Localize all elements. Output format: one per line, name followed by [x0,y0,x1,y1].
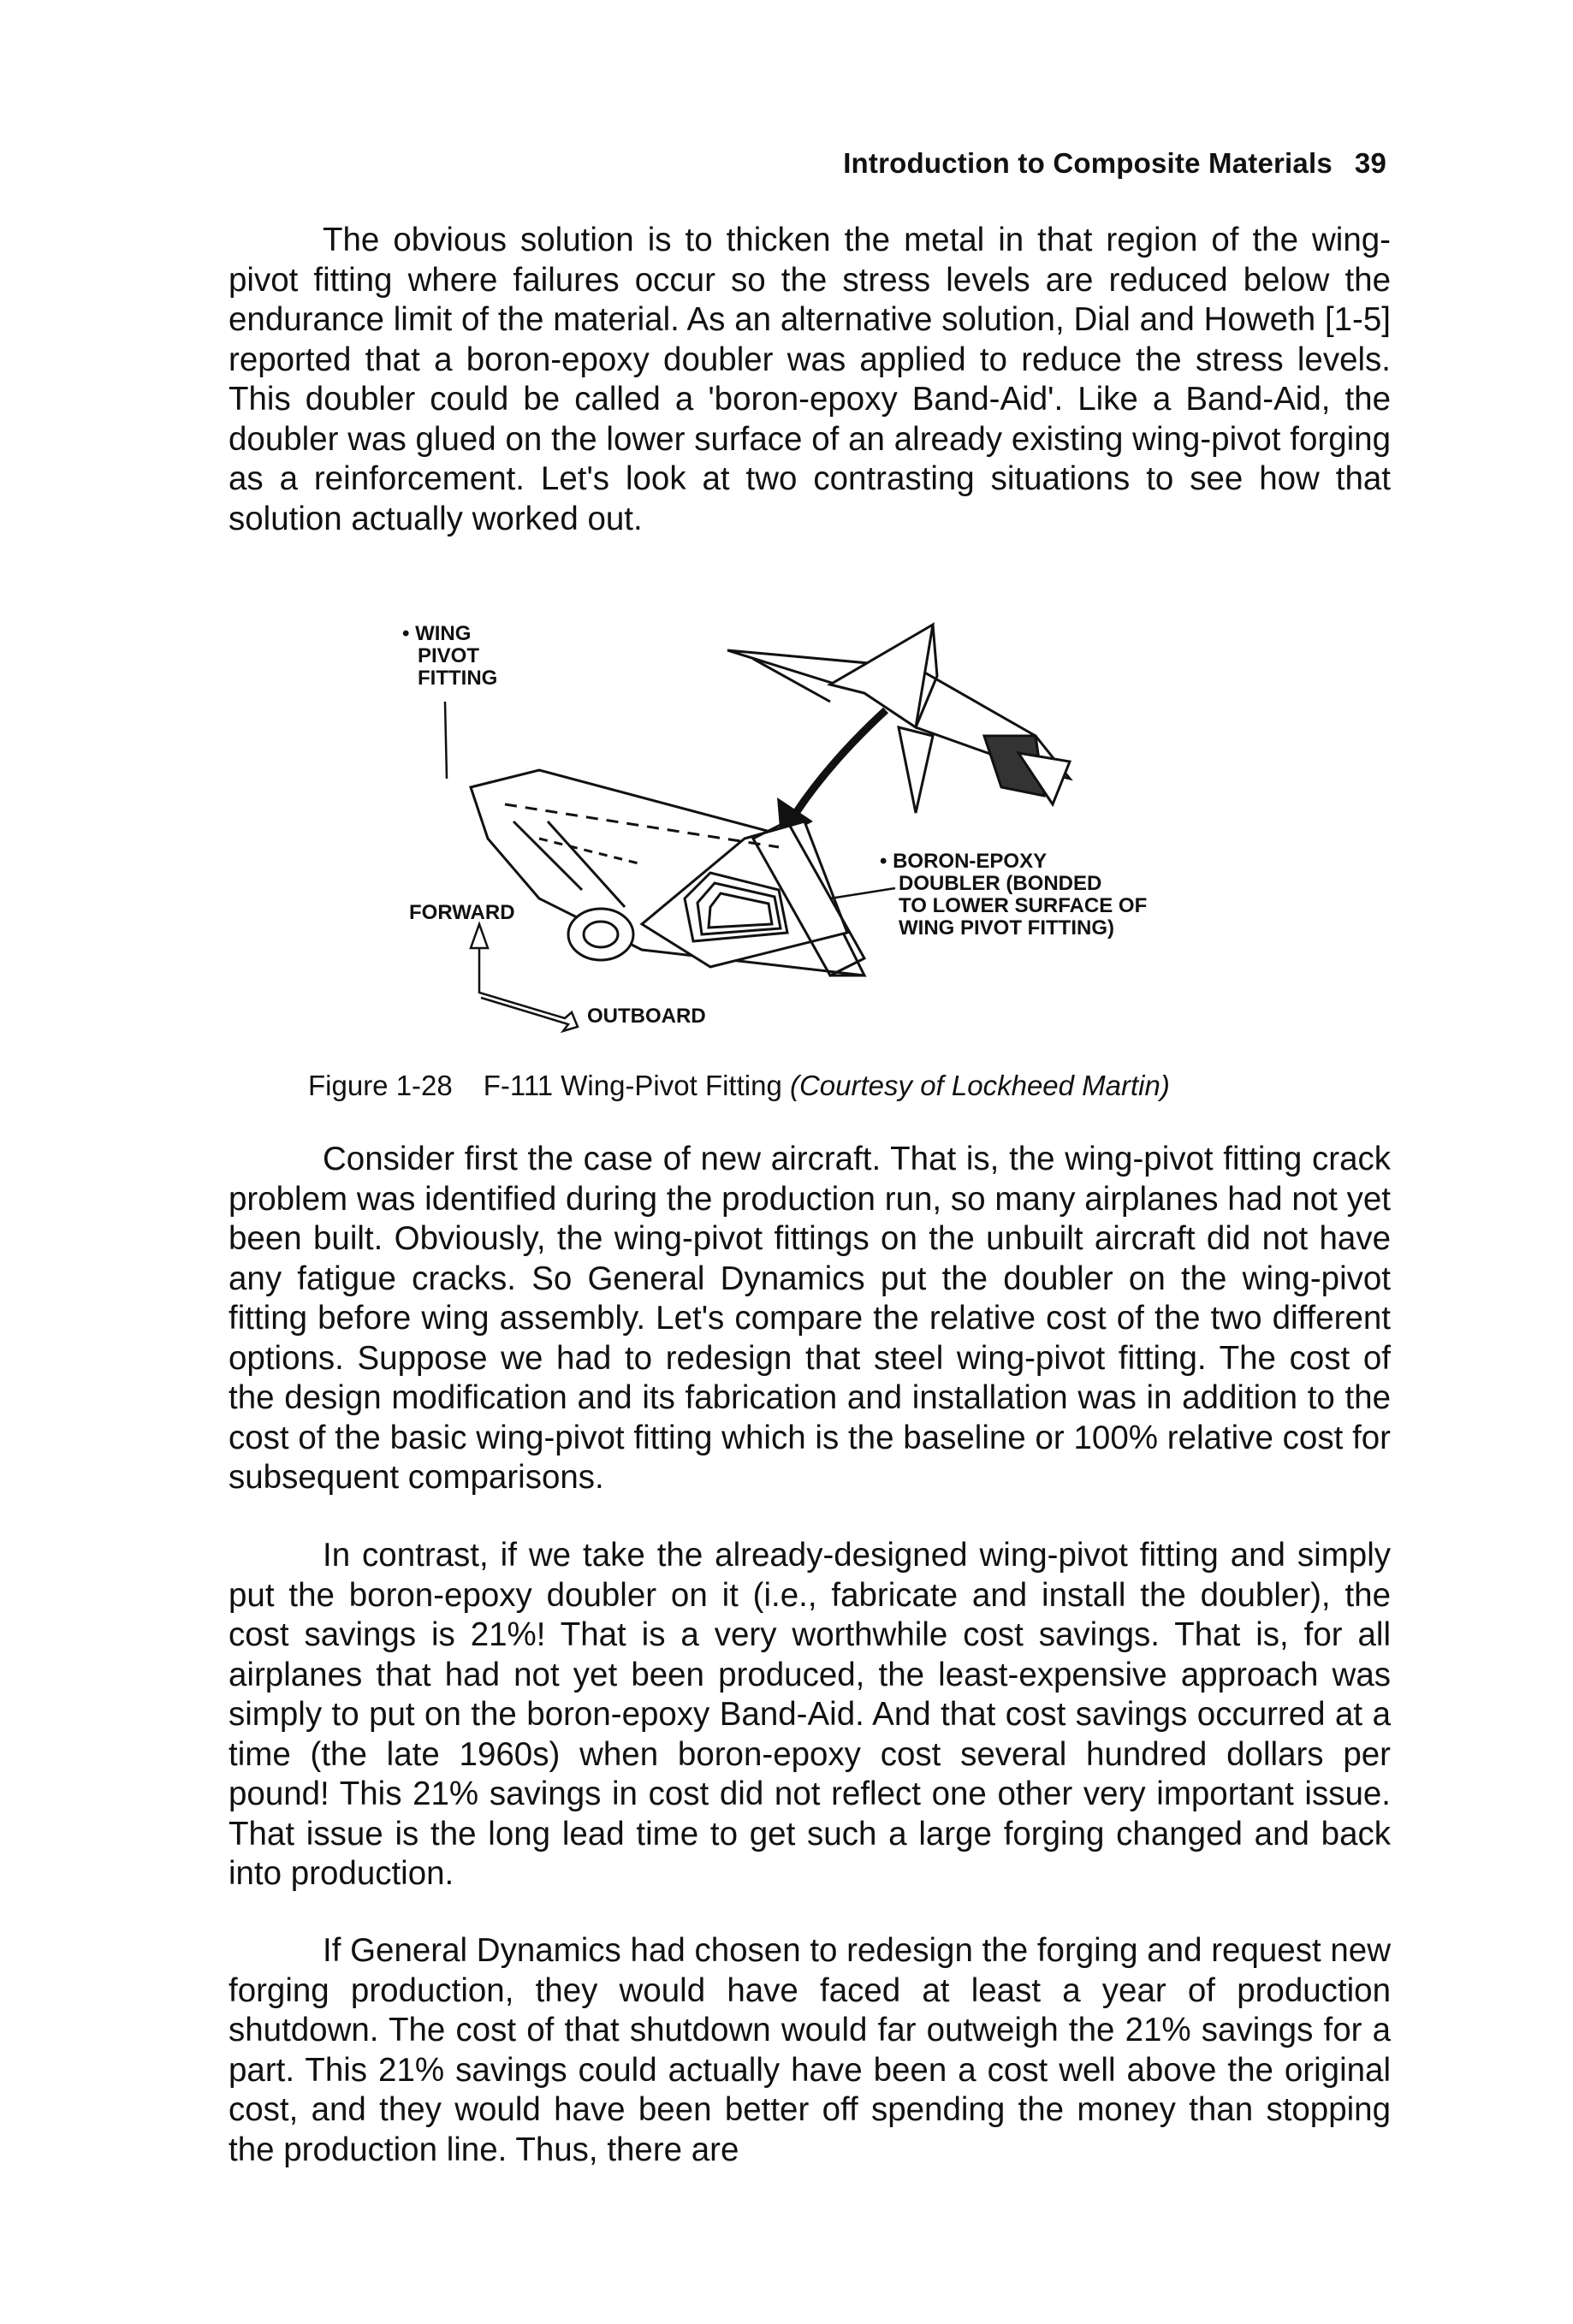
aircraft-drawing [727,625,1070,813]
doubler-label-line-3: TO LOWER SURFACE OF [899,894,1148,917]
wing-pivot-label-line-1: • WING [402,622,472,645]
paragraph-1: The obvious solution is to thicken the metal in that region of the wing-pivot fitting where failures occur so the stress levels are reduced below the endurance limit of the material. As an alternative solution, Dial and Howeth [1-5] reported that a boron-epoxy doubler was applied to reduce the stress levels. This doubler could be called a 'boron-epoxy Band-Aid'. Like a Band-Aid, the doubler was glued on the lower surface of an already existing wing-pivot forging as a reinforcement. Let's look at two contrasting situations to see how that solution actually worked out. [229,222,1391,537]
doubler-label-line-4: WING PIVOT FITTING) [899,916,1114,940]
outboard-label: OUTBOARD [587,1005,706,1028]
figure-1-28 [385,565,1241,1044]
wing-pivot-illustration [385,565,1241,1044]
caption-number: Figure 1-28 [308,1070,453,1101]
caption-title: F-111 Wing-Pivot Fitting [483,1070,782,1101]
forward-label: FORWARD [409,901,515,924]
page-number: 39 [1354,147,1386,179]
running-head [843,147,1386,180]
doubler-label-line-2: DOUBLER (BONDED [899,872,1102,895]
running-title: Introduction to Composite Materials [843,147,1333,179]
paragraph-4: If General Dynamics had chosen to redesign the forging and request new forging production, they would have faced at least a year of production shutdown. The cost of that shutdown would far outweigh the 21% savings for a part. This 21% savings could actually have been a cost well above the original cost, and they would have been better off spending the money than stopping the production line. Thus, there are [229,1932,1391,2168]
wing-pivot-label-line-3: FITTING [418,667,498,690]
figure-caption [308,1070,1170,1102]
doubler-label-line-1: • BORON-EPOXY [880,850,1048,873]
pointer-arrow [777,710,886,839]
caption-credit: (Courtesy of Lockheed Martin) [789,1070,1170,1101]
paragraph-2: Consider first the case of new aircraft. That is, the wing-pivot fitting crack problem was identified during the production run, so many airplanes had not yet been built. Obviously, the wing-pivot fittings on the unbuilt aircraft did not have any fatigue cracks. So General Dynamics put the doubler on the wing-pivot fitting before wing assembly. Let's compare the relative cost of the two different options. Suppose we had to redesign that steel wing-pivot fitting. The cost of the design modification and its fabrication and installation was in addition to the cost of the basic wing-pivot fitting which is the baseline or 100% relative cost for subsequent comparisons. [229,1141,1391,1496]
paragraph-3: In contrast, if we take the already-designed wing-pivot fitting and simply put the boron-epoxy doubler on it (i.e., fabricate and install the doubler), the cost savings is 21%! That is a very worthwhile cost savings. That is, for all airplanes that had not yet been produced, the least-expensive approach was simply to put on the boron-epoxy Band-Aid. And that cost savings occurred at a time (the late 1960s) when boron-epoxy cost several hundred dollars per pound! This 21% savings in cost did not reflect one other very important issue. That issue is the long lead time to get such a large forging changed and back into production. [229,1537,1391,1892]
wing-pivot-label-line-2: PIVOT [418,644,480,667]
